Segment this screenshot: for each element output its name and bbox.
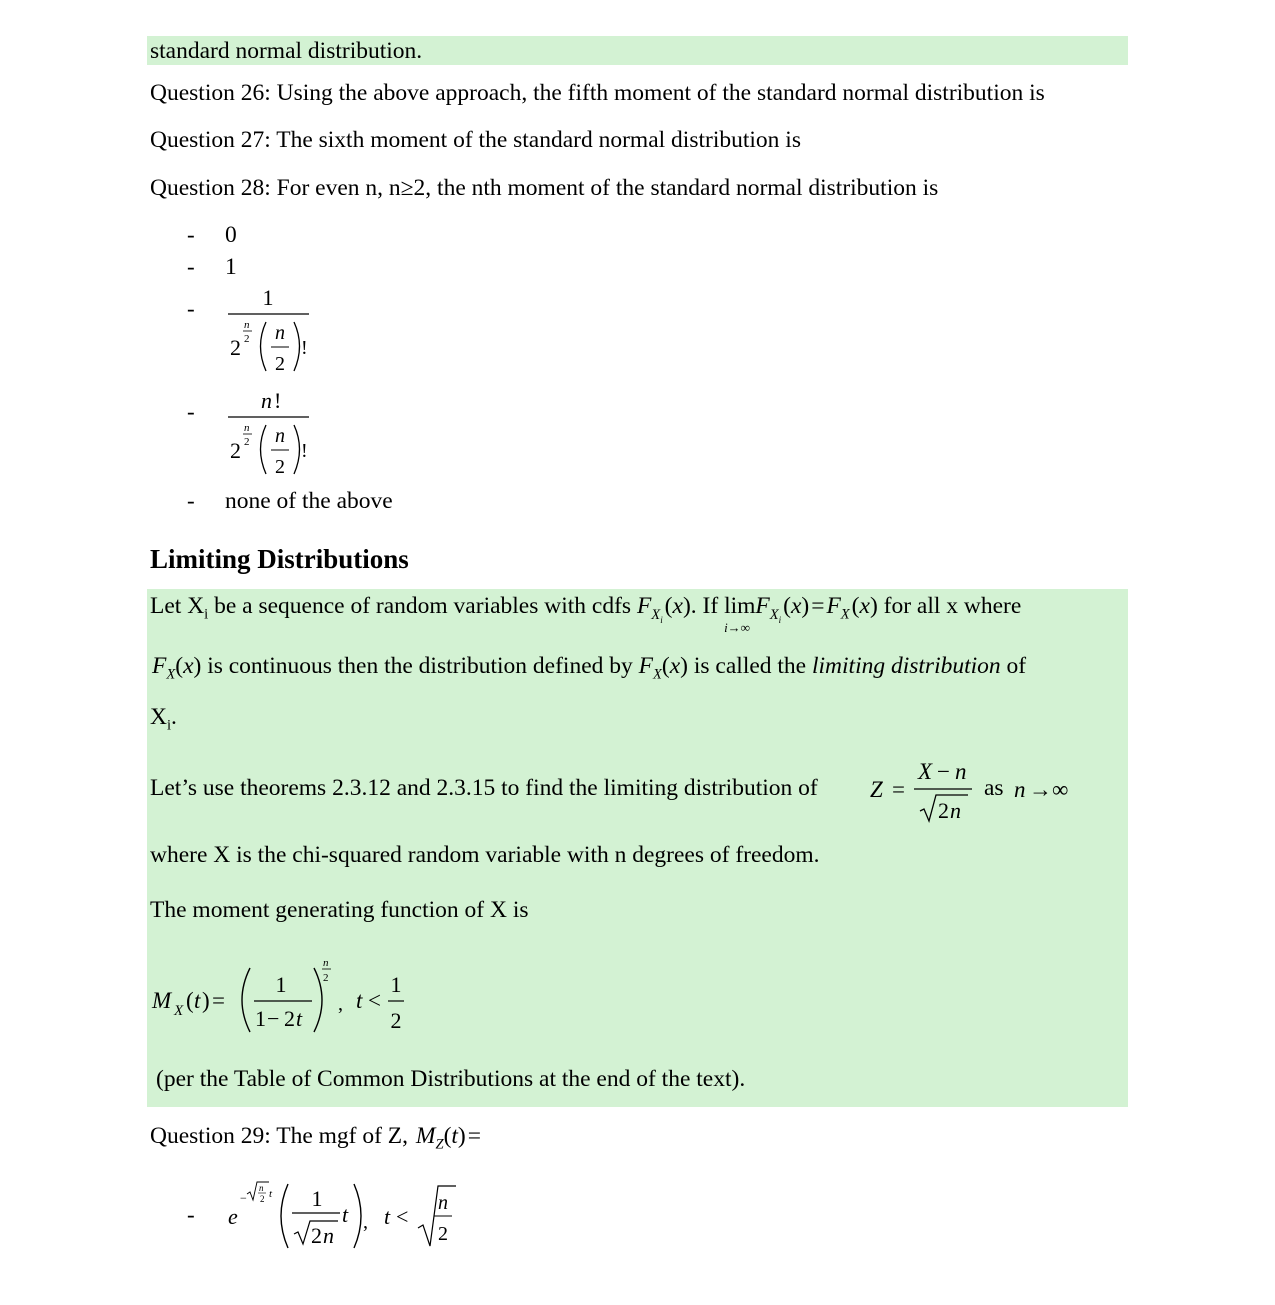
svg-text:1: 1: [275, 972, 287, 997]
svg-text:n: n: [323, 1223, 334, 1248]
chi-squared-line: where X is the chi-squared random variable with n degrees of freedom.: [150, 842, 820, 868]
svg-text:n: n: [259, 1183, 264, 1193]
svg-text:t: t: [356, 988, 363, 1013]
svg-text:n: n: [950, 798, 961, 823]
svg-text:<: <: [368, 988, 381, 1013]
definition-line-1: Let $X_i$ be a sequence of random variables with cdfs $F_{X_i}$ (x). If lim i→∞ $F_{X_i}$ (x) = $F_X$ (x) for all x where: [150, 593, 1022, 635]
svg-text:2: 2: [284, 1006, 295, 1031]
svg-text:t: t: [194, 988, 201, 1013]
question-29: Question 29: The mgf of Z, $M_Z(t)$ =: [150, 1123, 481, 1153]
svg-text:2: 2: [438, 1223, 448, 1245]
svg-text:2: 2: [244, 436, 250, 448]
svg-text:,: ,: [338, 993, 343, 1015]
svg-text:−: −: [240, 1191, 247, 1205]
svg-text:<: <: [396, 1204, 409, 1229]
svg-text:n: n: [438, 1192, 448, 1214]
svg-text:t: t: [269, 1188, 273, 1200]
svg-text:1: 1: [390, 972, 402, 997]
question-26: Question 26: Using the above approach, the fifth moment of the standard normal distribution is: [150, 80, 1045, 106]
option-dash: -: [187, 399, 195, 424]
svg-text:t: t: [342, 1202, 349, 1227]
option-dash: -: [187, 488, 195, 513]
svg-text:Z: Z: [870, 777, 883, 802]
mgf-formula: [150, 950, 430, 1040]
section-title: Limiting Distributions: [150, 544, 409, 574]
svg-text:M: M: [152, 988, 172, 1013]
svg-text:n: n: [275, 425, 285, 447]
svg-text:t: t: [384, 1204, 391, 1229]
svg-text:n: n: [261, 388, 272, 413]
svg-text:2: 2: [244, 333, 250, 345]
svg-text:n: n: [244, 319, 250, 331]
svg-text:=: =: [212, 988, 225, 1013]
svg-text:n: n: [323, 957, 329, 969]
svg-text:2: 2: [260, 1194, 265, 1204]
svg-text:2: 2: [275, 353, 285, 375]
svg-text:→∞: →∞: [1029, 777, 1069, 802]
option-dash: -: [187, 1202, 195, 1227]
svg-text:): ): [202, 988, 210, 1013]
z-definition-formula: [868, 755, 1098, 827]
svg-text:n: n: [244, 422, 250, 434]
svg-text:2: 2: [323, 972, 329, 984]
svg-text:1: 1: [311, 1186, 323, 1211]
limiting-question-line: Let’s use theorems 2.3.12 and 2.3.15 to find the limiting distribution of: [150, 775, 818, 801]
q29-option-1-formula: [222, 1172, 472, 1257]
q28-option-3-formula: [222, 283, 322, 383]
svg-text:!: !: [301, 337, 308, 359]
as-word: as: [984, 775, 1004, 801]
option-dash: -: [187, 222, 195, 247]
svg-text:2: 2: [230, 438, 241, 463]
question-28: Question 28: For even n, n≥2, the nth moment of the standard normal distribution is: [150, 175, 939, 201]
svg-text:t: t: [296, 1006, 303, 1031]
svg-text:1: 1: [255, 1006, 266, 1031]
option-dash: -: [187, 254, 195, 279]
definition-line-2: $F_X(x)$ is continuous then the distribution defined by $F_X(x)$ is called the limiting distribution of: [151, 653, 1027, 683]
svg-text:2: 2: [390, 1008, 402, 1033]
q28-option-5: none of the above: [225, 488, 393, 514]
top-line: standard normal distribution.: [150, 38, 423, 64]
table-reference-line: (per the Table of Common Distributions at the end of the text).: [156, 1066, 746, 1092]
svg-text:2: 2: [938, 798, 949, 823]
svg-text:2: 2: [311, 1223, 322, 1248]
svg-text:e: e: [228, 1204, 238, 1229]
svg-text:n: n: [955, 759, 967, 784]
definition-line-3: $X_i$.: [150, 704, 177, 734]
q28-option-2: 1: [225, 254, 237, 280]
svg-text:!: !: [301, 440, 308, 462]
svg-text:n: n: [1014, 777, 1026, 802]
svg-text:=: =: [892, 777, 905, 802]
q28-option-1: 0: [225, 222, 237, 248]
question-27: Question 27: The sixth moment of the standard normal distribution is: [150, 127, 801, 153]
svg-text:!: !: [274, 388, 282, 413]
svg-text:2: 2: [230, 335, 241, 360]
svg-text:X: X: [918, 759, 933, 784]
mgf-intro-line: The moment generating function of X is: [150, 897, 529, 923]
svg-text:(: (: [186, 988, 194, 1013]
svg-text:2: 2: [275, 456, 285, 478]
q28-option-4-formula: [222, 386, 322, 486]
svg-text:X: X: [174, 1003, 184, 1019]
svg-text:−: −: [937, 759, 950, 784]
svg-text:1: 1: [262, 285, 274, 310]
svg-text:−: −: [267, 1006, 280, 1031]
svg-text:,: ,: [363, 1211, 368, 1233]
svg-text:n: n: [275, 322, 285, 344]
option-dash: -: [187, 296, 195, 321]
